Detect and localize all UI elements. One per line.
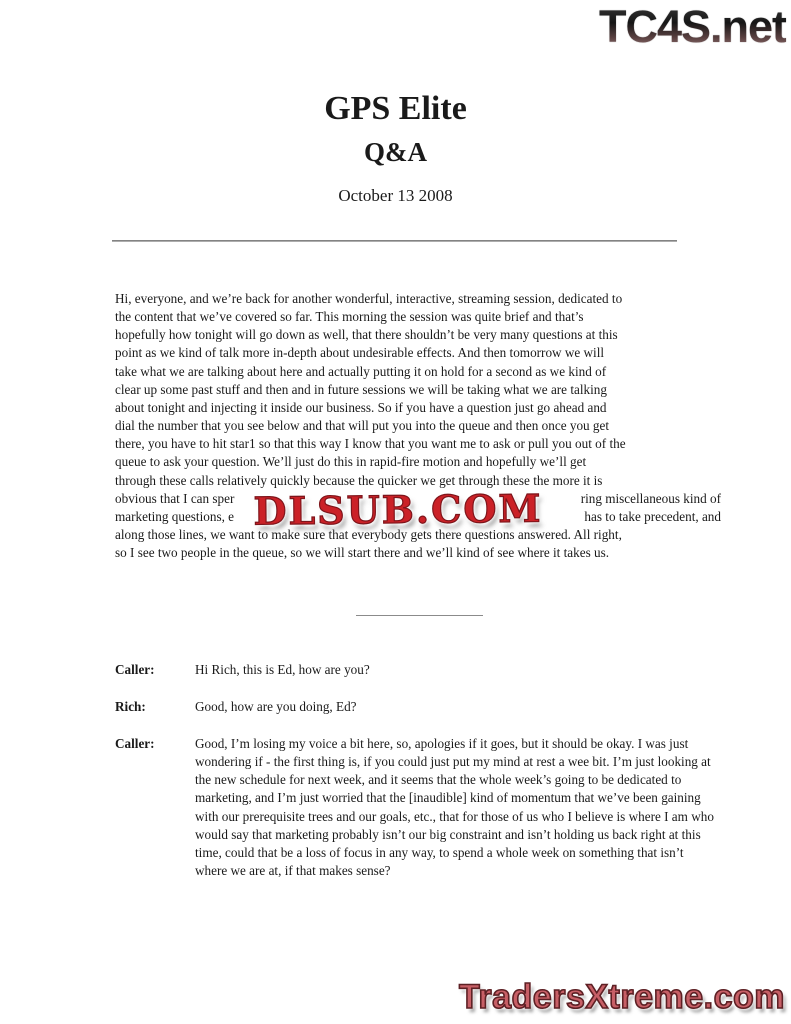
dialogue-entry — [115, 661, 721, 679]
dialogue-entry — [115, 698, 721, 716]
dlsub-watermark: DLSUB.COM — [253, 485, 543, 534]
intro-line: Hi, everyone, and we’re back for another wonderful, interactive, streaming session, dedicated to — [115, 291, 623, 306]
intro-line: hopefully how tonight will go down as well, that there shouldn’t be very many questions at this — [115, 327, 618, 343]
dialogue-text: Good, I’m losing my voice a bit here, so, apologies if it goes, but it should be okay. I was just wondering if - the first thing is, if you could just put my mind at rest a wee bit. I’m just looking at the new schedule for next week, and it seems that the whole week’s going to be dedicated to marketing, and I’m just worried that the [inaudible] kind of momentum that we’ve been gaining with our prerequisite trees and our goals, etc., that for those of us who I believe is where I am who would say that marketing probably isn’t our big constraint and isn’t holding us back right at this time, could that be a loss of focus in any way, to spend a whole week on something that isn’t where we are at, if that makes sense? — [195, 735, 714, 878]
dialogue-text: Hi Rich, this is Ed, how are you? — [195, 662, 370, 677]
dialogue-entry — [115, 735, 721, 880]
intro-line-fragment-right: ring miscellaneous kind of — [580, 490, 721, 506]
tc4s-logo: TC4S.net — [598, 1, 786, 52]
intro-line: through these calls relatively quickly because the quicker we get through these the more it is — [115, 472, 603, 488]
page-subtitle: Q&A — [364, 137, 427, 167]
intro-line: so I see two people in the queue, so we will start there and we’ll kind of see where it takes us. — [115, 545, 610, 561]
section-divider — [356, 615, 483, 616]
intro-line: take what we are talking about here and actually putting it on hold for a second as we kind of — [115, 363, 607, 379]
intro-line: there, you have to hit star1 so that this way I know that you want me to ask or pull you out of the — [115, 436, 626, 452]
horizontal-rule — [112, 240, 677, 242]
intro-line: clear up some past stuff and then and in future sessions we will be taking what we are talking — [115, 381, 607, 397]
intro-line: queue to ask your question. We’ll just do this in rapid-fire motion and hopefully we’ll get — [115, 454, 587, 470]
dialogue-section — [115, 661, 721, 880]
speaker-label: Caller: — [115, 662, 155, 677]
tradersxtreme-logo: TradersXtreme.com — [459, 978, 785, 1016]
intro-line-fragment-left: marketing questions, e — [115, 508, 235, 524]
title-block — [0, 92, 791, 204]
speaker-label: Caller: — [115, 735, 155, 751]
speaker-label: Rich: — [115, 698, 146, 714]
intro-line: along those lines, we want to make sure that everybody gets there questions answered. All right, — [115, 527, 622, 543]
intro-line-fragment-left: obvious that I can sper — [115, 490, 235, 506]
intro-line-fragment-right: has to take precedent, and — [584, 508, 721, 524]
intro-line: dial the number that you see below and that will put you into the queue and then once you get — [115, 418, 610, 434]
dialogue-text: Good, how are you doing, Ed? — [195, 698, 357, 714]
page-title: GPS Elite — [324, 90, 467, 127]
intro-line: the content that we’ve covered so far. This morning the session was quite brief and that’s — [115, 309, 584, 325]
intro-line: point as we kind of talk more in-depth about undesirable effects. And then tomorrow we will — [115, 345, 605, 361]
page-date: October 13 2008 — [338, 186, 453, 205]
intro-line: about tonight and injecting it inside our business. So if you have a question just go ahead and — [115, 399, 607, 415]
